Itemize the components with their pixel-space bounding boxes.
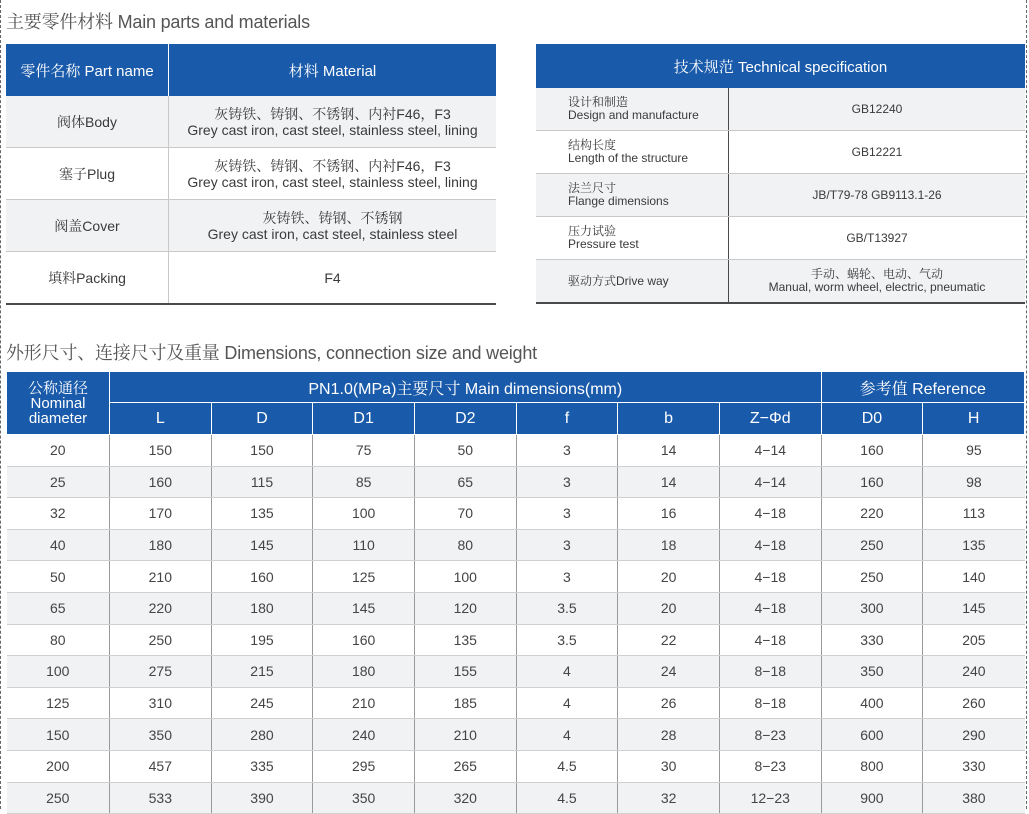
dims-cell: 185 [414,687,516,719]
dims-cell: 4−18 [719,561,821,593]
material-cell [169,252,496,303]
dims-row [7,466,1025,498]
spec-label-cell [536,131,729,173]
page-border-left [0,0,1,809]
material-header: 材料 Material [288,62,377,80]
spec-label-cn: 结构长度 [568,138,617,152]
dims-cell: 170 [110,498,212,530]
dims-cell: 115 [211,466,313,498]
spec-label-cell [536,260,729,302]
material-en: Grey cast iron, cast steel, stainless steel, lining [187,121,478,138]
nominal-diameter-cell: 25 [7,466,110,498]
dims-cell: 160 [211,561,313,593]
dims-cell: 4−18 [719,592,821,624]
dims-cell: 260 [923,687,1025,719]
dims-cell: 8−23 [719,750,821,782]
dims-cell: 457 [110,750,212,782]
dims-cell: 330 [923,750,1025,782]
dims-cell: 100 [414,561,516,593]
dims-cell: 3 [516,435,618,467]
dims-cell: 180 [110,529,212,561]
dims-column-header: H [923,403,1025,435]
dims-cell: 205 [923,624,1025,656]
dims-cell: 600 [821,719,923,751]
dims-cell: 155 [414,656,516,688]
dims-column-header: D [211,403,313,435]
dims-cell: 4−14 [719,435,821,467]
dims-cell: 210 [313,687,415,719]
spec-row [536,88,1025,131]
nominal-diameter-cell: 65 [7,592,110,624]
dims-cell: 110 [313,529,415,561]
material-cell [169,148,496,199]
parts-row [6,96,496,148]
dims-cell: 4 [516,656,618,688]
dims-cell: 240 [923,656,1025,688]
parts-section-title: 主要零件材料 Main parts and materials [6,12,310,32]
nominal-en-1: Nominal [30,394,86,412]
dims-cell: 28 [618,719,720,751]
dims-cell: 215 [211,656,313,688]
dims-cell: 335 [211,750,313,782]
dims-row [7,561,1025,593]
spec-value-cell [729,260,1025,302]
nominal-diameter-cell: 50 [7,561,110,593]
dims-row [7,529,1025,561]
reference-header: 参考值 Reference [821,372,1024,403]
dims-cell: 320 [414,782,516,814]
dims-cell: 4−14 [719,466,821,498]
dims-cell: 220 [110,592,212,624]
dims-cell: 380 [923,782,1025,814]
nominal-diameter-cell: 100 [7,656,110,688]
dims-cell: 390 [211,782,313,814]
page-border-right [1026,0,1027,809]
spec-row [536,260,1025,304]
dims-column-header: D2 [414,403,516,435]
dims-cell: 20 [618,592,720,624]
part-name-header: 零件名称 Part name [6,44,169,96]
dims-cell: 900 [821,782,923,814]
dims-row [7,687,1025,719]
dims-cell: 180 [211,592,313,624]
spec-label-en: Flange dimensions [568,194,669,208]
dims-cell: 18 [618,529,720,561]
dims-cell: 160 [313,624,415,656]
dims-cell: 4−18 [719,529,821,561]
part-name-cell: 阀盖Cover [6,200,169,251]
material-cn: 灰铸铁、铸钢、不锈钢、内衬F46，F3 [214,157,451,174]
dims-section-title: 外形尺寸、连接尺寸及重量 Dimensions, connection size and weight [6,343,537,363]
dims-cell: 265 [414,750,516,782]
dims-cell: 250 [821,529,923,561]
dims-cell: 113 [923,498,1025,530]
dims-cell: 3 [516,498,618,530]
dims-row [7,750,1025,782]
nominal-diameter-cell: 32 [7,498,110,530]
spec-label-cn: 驱动方式Drive way [568,273,669,288]
dims-cell: 50 [414,435,516,467]
dims-cell: 350 [110,719,212,751]
material-cn: F4 [324,269,341,286]
dims-row [7,592,1025,624]
spec-value: GB12221 [851,144,903,159]
dims-cell: 3.5 [516,624,618,656]
dims-cell: 98 [923,466,1025,498]
dims-cell: 3 [516,466,618,498]
dims-cell: 22 [618,624,720,656]
dims-cell: 70 [414,498,516,530]
spec-row [536,217,1025,260]
spec-value: JB/T79-78 GB9113.1-26 [812,187,942,202]
dims-cell: 85 [313,466,415,498]
dims-cell: 210 [414,719,516,751]
dims-cell: 240 [313,719,415,751]
spec-label-en: Design and manufacture [568,108,699,122]
spec-label-cell [536,174,729,216]
dims-cell: 160 [110,466,212,498]
nominal-diameter-cell: 40 [7,529,110,561]
nominal-diameter-cell: 200 [7,750,110,782]
parts-row [6,252,496,305]
dims-cell: 125 [313,561,415,593]
dims-cell: 8−18 [719,656,821,688]
nominal-cn: 公称通径 [27,379,88,397]
dims-cell: 330 [821,624,923,656]
dims-row [7,435,1025,467]
spec-label-en: Pressure test [568,237,639,251]
spec-label-cn: 压力试验 [568,224,617,238]
parts-materials-table [6,44,496,305]
spec-value: GB/T13927 [846,230,908,245]
dims-cell: 250 [821,561,923,593]
spec-row [536,131,1025,174]
dims-cell: 210 [110,561,212,593]
dims-cell: 80 [414,529,516,561]
dims-cell: 295 [313,750,415,782]
part-name-cell: 阀体Body [6,96,169,147]
dims-cell: 4−18 [719,498,821,530]
spec-label-en: Length of the structure [568,151,689,165]
spec-value-cell [729,217,1025,259]
dims-cell: 14 [618,466,720,498]
technical-spec-table [536,44,1025,304]
spec-label-cn: 法兰尺寸 [568,181,617,195]
material-cn: 灰铸铁、铸钢、不锈钢、内衬F46，F3 [214,105,451,122]
dims-cell: 4.5 [516,750,618,782]
dims-cell: 8−18 [719,687,821,719]
spec-value: 手动、蜗轮、电动、气动 [810,267,943,281]
dims-cell: 160 [821,435,923,467]
dims-cell: 533 [110,782,212,814]
dims-cell: 145 [211,529,313,561]
nominal-diameter-cell: 125 [7,687,110,719]
dims-cell: 135 [414,624,516,656]
spec-label-cell [536,217,729,259]
spec-value-cell [729,88,1025,130]
dims-cell: 180 [313,656,415,688]
spec-row [536,174,1025,217]
parts-table-header [6,44,496,96]
dims-cell: 135 [211,498,313,530]
dims-cell: 4 [516,719,618,751]
dims-cell: 4 [516,687,618,719]
dims-cell: 350 [821,656,923,688]
dims-column-header: b [618,403,720,435]
material-cell [169,96,496,147]
dims-cell: 3.5 [516,592,618,624]
main-dimensions-header: PN1.0(MPa)主要尺寸 Main dimensions(mm) [110,372,822,403]
material-cell [169,200,496,251]
dims-cell: 95 [923,435,1025,467]
dims-cell: 4−18 [719,624,821,656]
dims-cell: 4.5 [516,782,618,814]
dims-cell: 145 [313,592,415,624]
dims-cell: 32 [618,782,720,814]
dims-cell: 16 [618,498,720,530]
dims-column-header: Z−Φd [719,403,821,435]
dims-row [7,624,1025,656]
dims-cell: 245 [211,687,313,719]
spec-value-en: Manual, worm wheel, electric, pneumatic [768,280,986,294]
material-en: Grey cast iron, cast steel, stainless steel, lining [187,173,478,190]
dims-cell: 14 [618,435,720,467]
dims-cell: 290 [923,719,1025,751]
dims-cell: 8−23 [719,719,821,751]
material-en: Grey cast iron, cast steel, stainless steel [207,225,458,242]
nominal-en-2: diameter [28,409,88,427]
dims-cell: 65 [414,466,516,498]
dims-cell: 75 [313,435,415,467]
dims-cell: 24 [618,656,720,688]
part-name-cell: 填料Packing [6,252,169,303]
dims-cell: 300 [821,592,923,624]
dims-cell: 12−23 [719,782,821,814]
dims-cell: 145 [923,592,1025,624]
material-cn: 灰铸铁、铸钢、不锈钢 [262,209,403,226]
dims-cell: 100 [313,498,415,530]
spec-value-cell [729,131,1025,173]
dims-cell: 150 [110,435,212,467]
dims-cell: 20 [618,561,720,593]
spec-label-cell [536,88,729,130]
dims-cell: 3 [516,561,618,593]
dims-cell: 195 [211,624,313,656]
nominal-diameter-header [7,372,110,435]
dims-column-header: f [516,403,618,435]
dims-cell: 800 [821,750,923,782]
dims-cell: 160 [821,466,923,498]
dims-cell: 400 [821,687,923,719]
dims-cell: 3 [516,529,618,561]
dims-cell: 280 [211,719,313,751]
spec-label-cn: 设计和制造 [568,95,629,109]
dims-cell: 150 [211,435,313,467]
parts-row [6,148,496,200]
dims-cell: 26 [618,687,720,719]
part-name-cell: 塞子Plug [6,148,169,199]
spec-value: GB12240 [851,101,903,116]
dims-cell: 120 [414,592,516,624]
dims-cell: 310 [110,687,212,719]
nominal-diameter-cell: 20 [7,435,110,467]
dims-cell: 350 [313,782,415,814]
dims-row [7,498,1025,530]
dims-row [7,719,1025,751]
dims-column-header: D0 [821,403,923,435]
nominal-diameter-cell: 250 [7,782,110,814]
dims-cell: 275 [110,656,212,688]
spec-value-cell [729,174,1025,216]
dims-cell: 30 [618,750,720,782]
dims-column-header: D1 [313,403,415,435]
spec-table-header: 技术规范 Technical specification [536,44,1025,88]
nominal-diameter-cell: 80 [7,624,110,656]
parts-row [6,200,496,252]
dims-row [7,656,1025,688]
nominal-diameter-cell: 150 [7,719,110,751]
dims-cell: 135 [923,529,1025,561]
dims-cell: 220 [821,498,923,530]
dims-column-header: L [110,403,212,435]
dims-cell: 140 [923,561,1025,593]
dimensions-table [6,371,1025,814]
dims-cell: 250 [110,624,212,656]
